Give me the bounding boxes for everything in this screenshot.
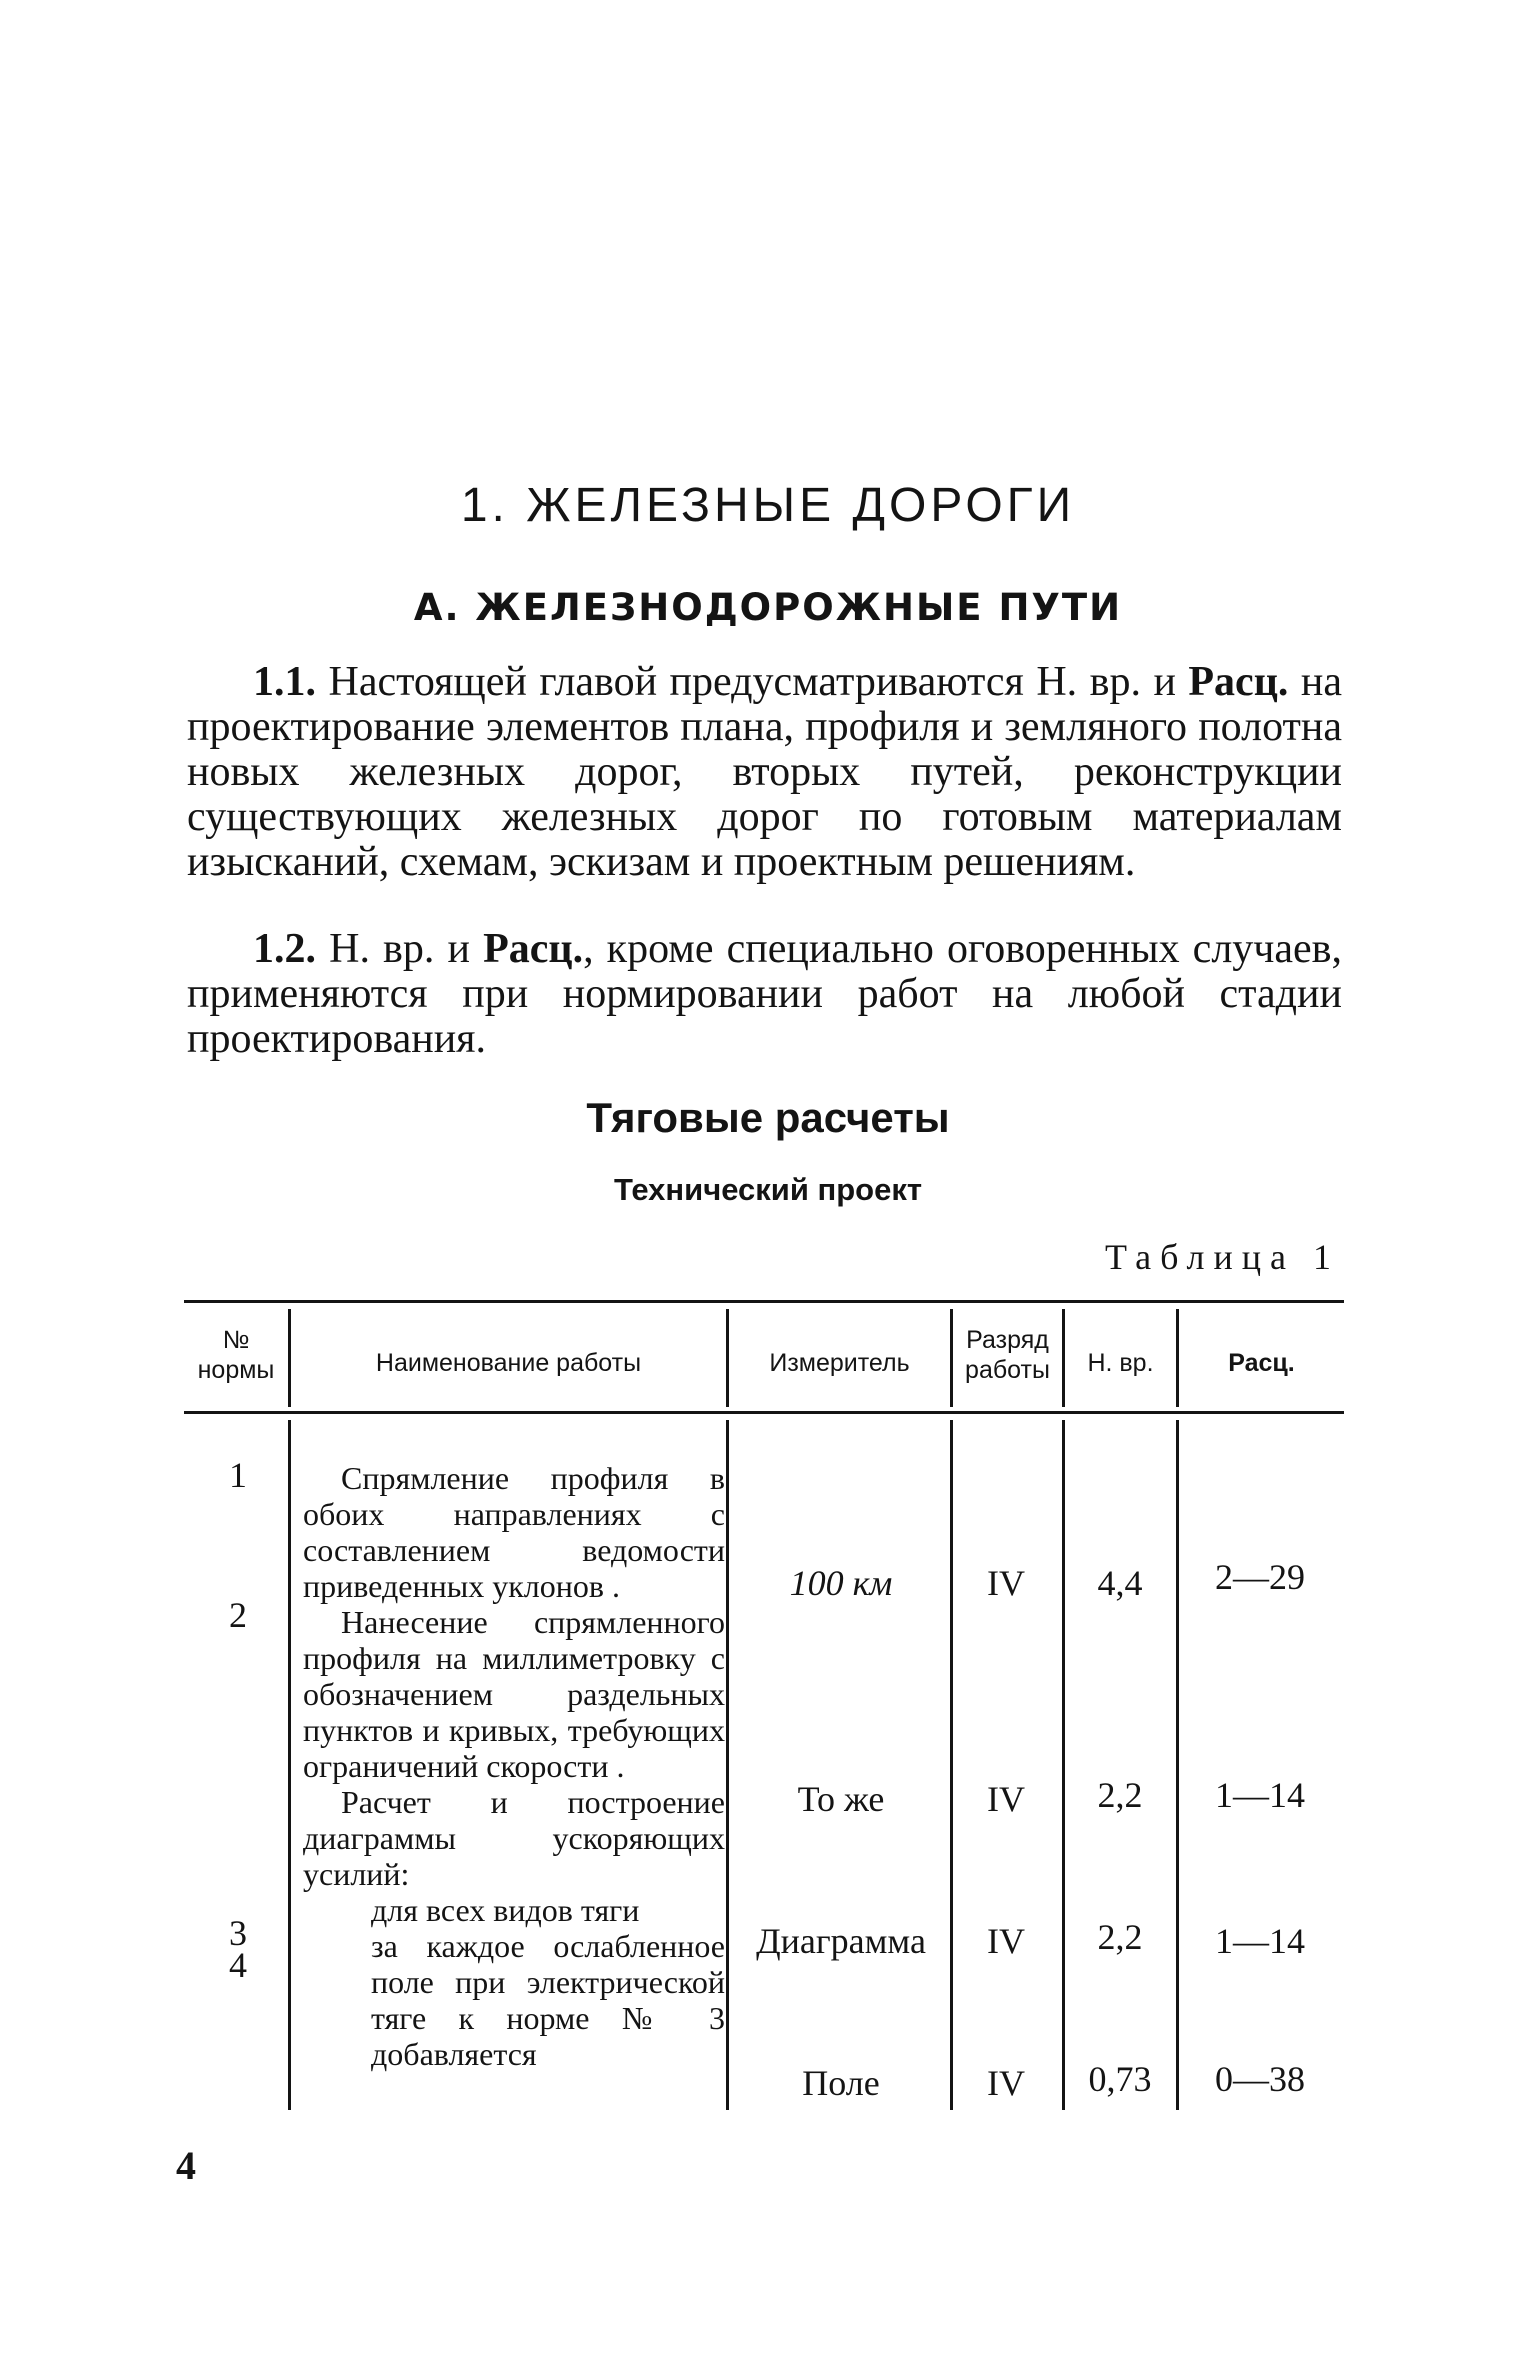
row-2-rate: 1—14 [1215, 1775, 1305, 1815]
paragraph-1-2: 1.2. Н. вр. и Расц., кроме специально оговоренных случаев, применяются при нормировании работ на любой стадии проектирования. [187, 926, 1343, 1062]
row-2-number: 2 [229, 1595, 247, 1635]
paragraph-number: 1.1. [253, 659, 316, 705]
row-3-measure: Диаграмма [756, 1921, 926, 1961]
work-line-2: Нанесение спрямленного профиля на миллиметровку с обозначением раздельных пунктов и кривых, требующих ограничений скорости . [303, 1604, 725, 1784]
row-4-norm: 0,73 [1088, 2059, 1152, 2099]
header-work-name: Наименование работы [375, 1349, 642, 1377]
subsubsection-title: Технический проект [613, 1172, 923, 1207]
row-1-measure: 100 км [789, 1563, 893, 1603]
column-divider [950, 1420, 953, 2110]
row-3-grade: IV [987, 1921, 1025, 1961]
page-number: 4 [176, 2143, 196, 2188]
paragraph-1-1: 1.1. Настоящей главой предусматриваются Н. вр. и Расц. на проектирование элементов плана, профиля и земляного полотна новых железных дорог, вторых путей, реконструкции существующих железных дорог по готовым материалам изысканий, схемам, эскизам и проектным решениям. [187, 659, 1342, 885]
row-4-number: 4 [229, 1945, 247, 1985]
row-4-rate: 0—38 [1215, 2059, 1305, 2099]
work-line-3: Расчет и построение диаграммы ускоряющих усилий: [303, 1784, 725, 1892]
section-title: А. ЖЕЛЕЗНОДОРОЖНЫЕ ПУТИ [413, 586, 1123, 629]
row-1-grade: IV [987, 1563, 1025, 1603]
row-1-rate: 2—29 [1215, 1557, 1305, 1597]
paragraph-number: 1.2. [253, 926, 316, 972]
column-divider [1062, 1420, 1065, 2110]
row-2-measure: То же [797, 1779, 885, 1819]
header-rate: Расц. [1228, 1349, 1295, 1377]
subsection-title: Тяговые расчеты [586, 1094, 950, 1141]
table-label: Таблица 1 [1105, 1237, 1340, 1277]
row-3-norm: 2,2 [1097, 1917, 1143, 1957]
table-top-rule [184, 1300, 1344, 1303]
work-description [303, 1460, 725, 2072]
row-2-grade: IV [987, 1779, 1025, 1819]
row-1-number: 1 [229, 1455, 247, 1495]
row-1-norm: 4,4 [1097, 1563, 1143, 1603]
header-grade: Разряд работы [965, 1326, 1050, 1384]
row-4-grade: IV [987, 2063, 1025, 2103]
chapter-title: 1. ЖЕЛЕЗНЫЕ ДОРОГИ [460, 479, 1076, 532]
row-2-norm: 2,2 [1097, 1775, 1143, 1815]
header-measure: Измеритель [769, 1349, 910, 1377]
row-3-number: 3 [229, 1913, 247, 1953]
column-divider [1176, 1420, 1179, 2110]
row-3-rate: 1—14 [1215, 1921, 1305, 1961]
header-norm-time: Н. вр. [1087, 1349, 1154, 1377]
header-norm-number: № нормы [197, 1326, 275, 1384]
row-4-measure: Поле [802, 2063, 880, 2103]
column-divider [726, 1420, 729, 2110]
work-line-1: Спрямление профиля в обоих направлениях с составлением ведомости приведенных уклонов . [303, 1460, 725, 1604]
table-header-rule [184, 1411, 1344, 1414]
work-line-4: для всех видов тяги [371, 1892, 640, 1928]
work-line-5: за каждое ослабленное поле при электрической тяге к норме № 3 добавляется [371, 1928, 725, 2072]
column-divider [288, 1420, 291, 2110]
